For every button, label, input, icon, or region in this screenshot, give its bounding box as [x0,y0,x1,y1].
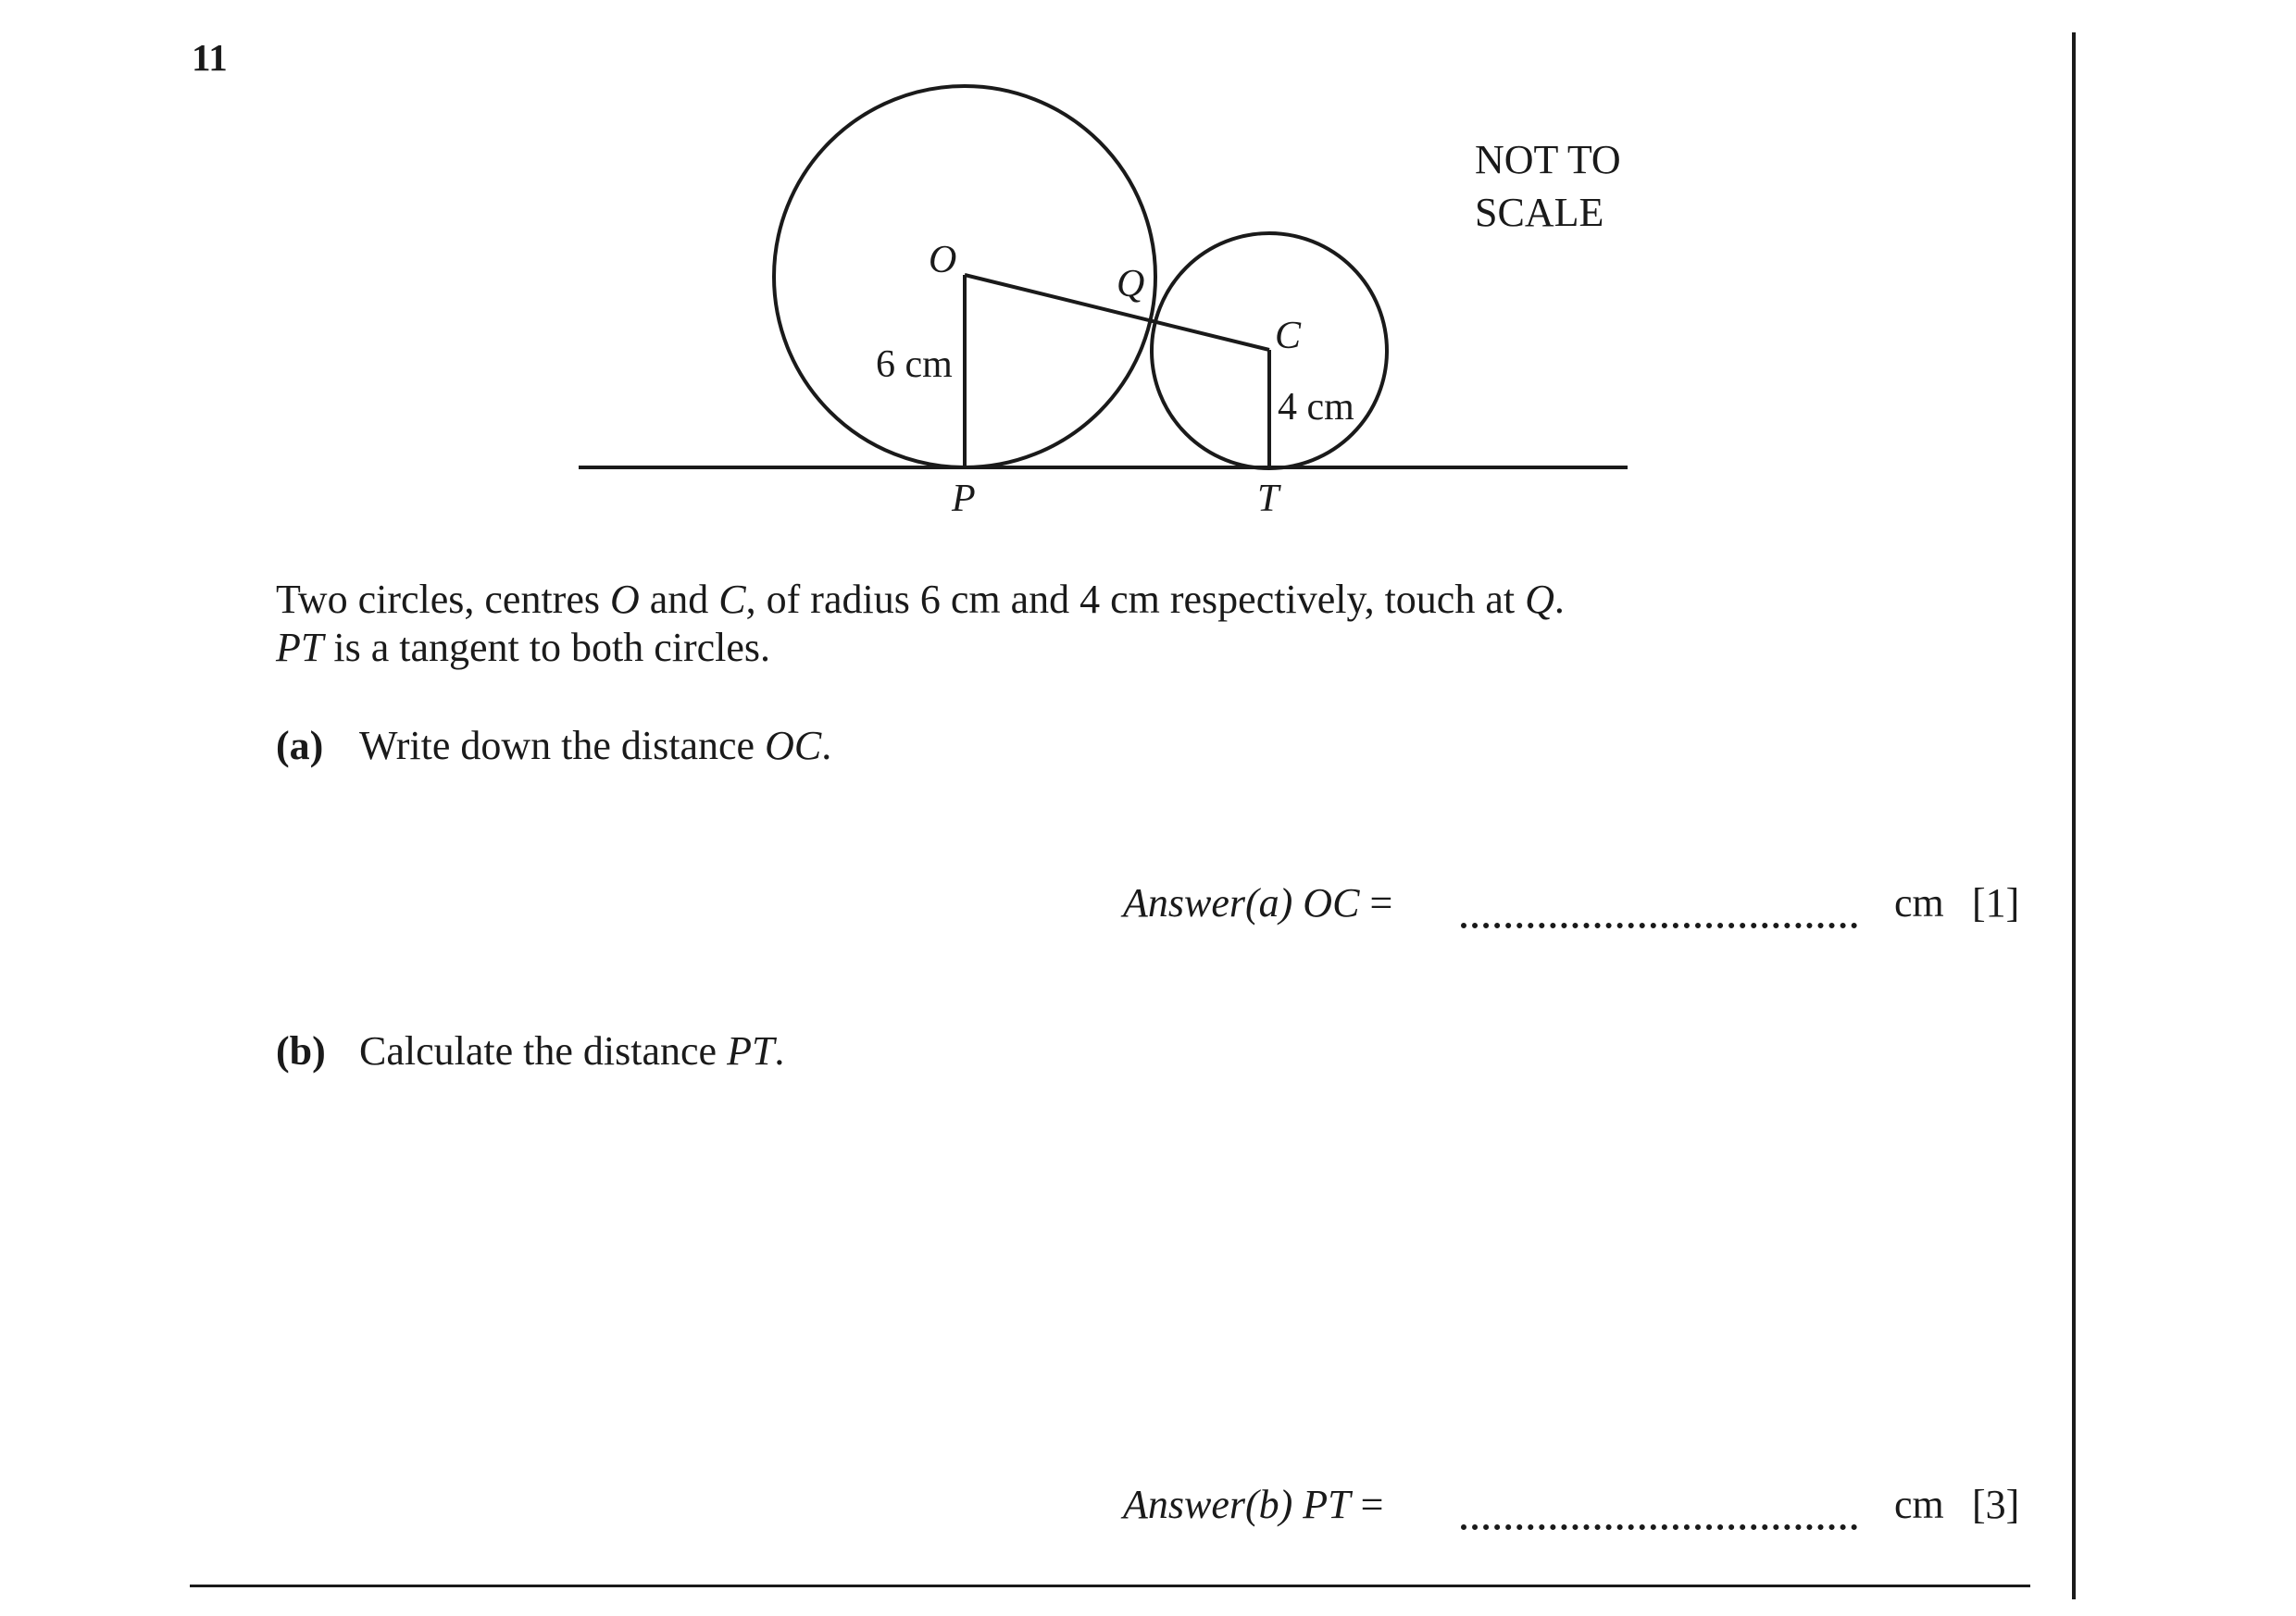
part-b-question: Calculate the distance PT. [359,1028,785,1074]
label-c: C [1275,315,1302,357]
stem-line-1: Two circles, centres O and C, of radius 6 cm and 4 cm respectively, touch at Q. [276,577,1565,622]
label-radius-6cm: 6 cm [876,343,953,386]
label-t: T [1257,478,1279,520]
label-q: Q [1117,263,1145,305]
part-a-question: Write down the distance OC. [359,723,832,768]
answer-a-unit: cm [1894,880,1944,926]
answer-a-label: Answer(a) OC = [1123,880,1393,926]
not-to-scale-note [1475,133,1621,239]
answer-b-field[interactable] [1461,1524,1857,1530]
answer-b-label: Answer(b) PT = [1123,1482,1384,1527]
answer-b-unit: cm [1894,1482,1944,1527]
right-margin-rule [2072,32,2076,1599]
question-stem [276,576,1565,672]
answer-b-marks: [3] [1972,1482,2020,1527]
note-line-1: NOT TO [1475,137,1621,182]
part-a-label: (a) [276,723,324,768]
part-b-label: (b) [276,1028,326,1074]
note-line-2: SCALE [1475,190,1604,235]
bottom-rule [190,1585,2030,1587]
answer-a-field[interactable] [1461,923,1857,928]
label-radius-4cm: 4 cm [1278,386,1354,429]
question-number: 11 [192,36,228,79]
label-o: O [929,239,957,281]
answer-a-marks: [1] [1972,880,2020,926]
label-p: P [952,478,976,520]
stem-line-2: PT is a tangent to both circles. [276,625,771,670]
